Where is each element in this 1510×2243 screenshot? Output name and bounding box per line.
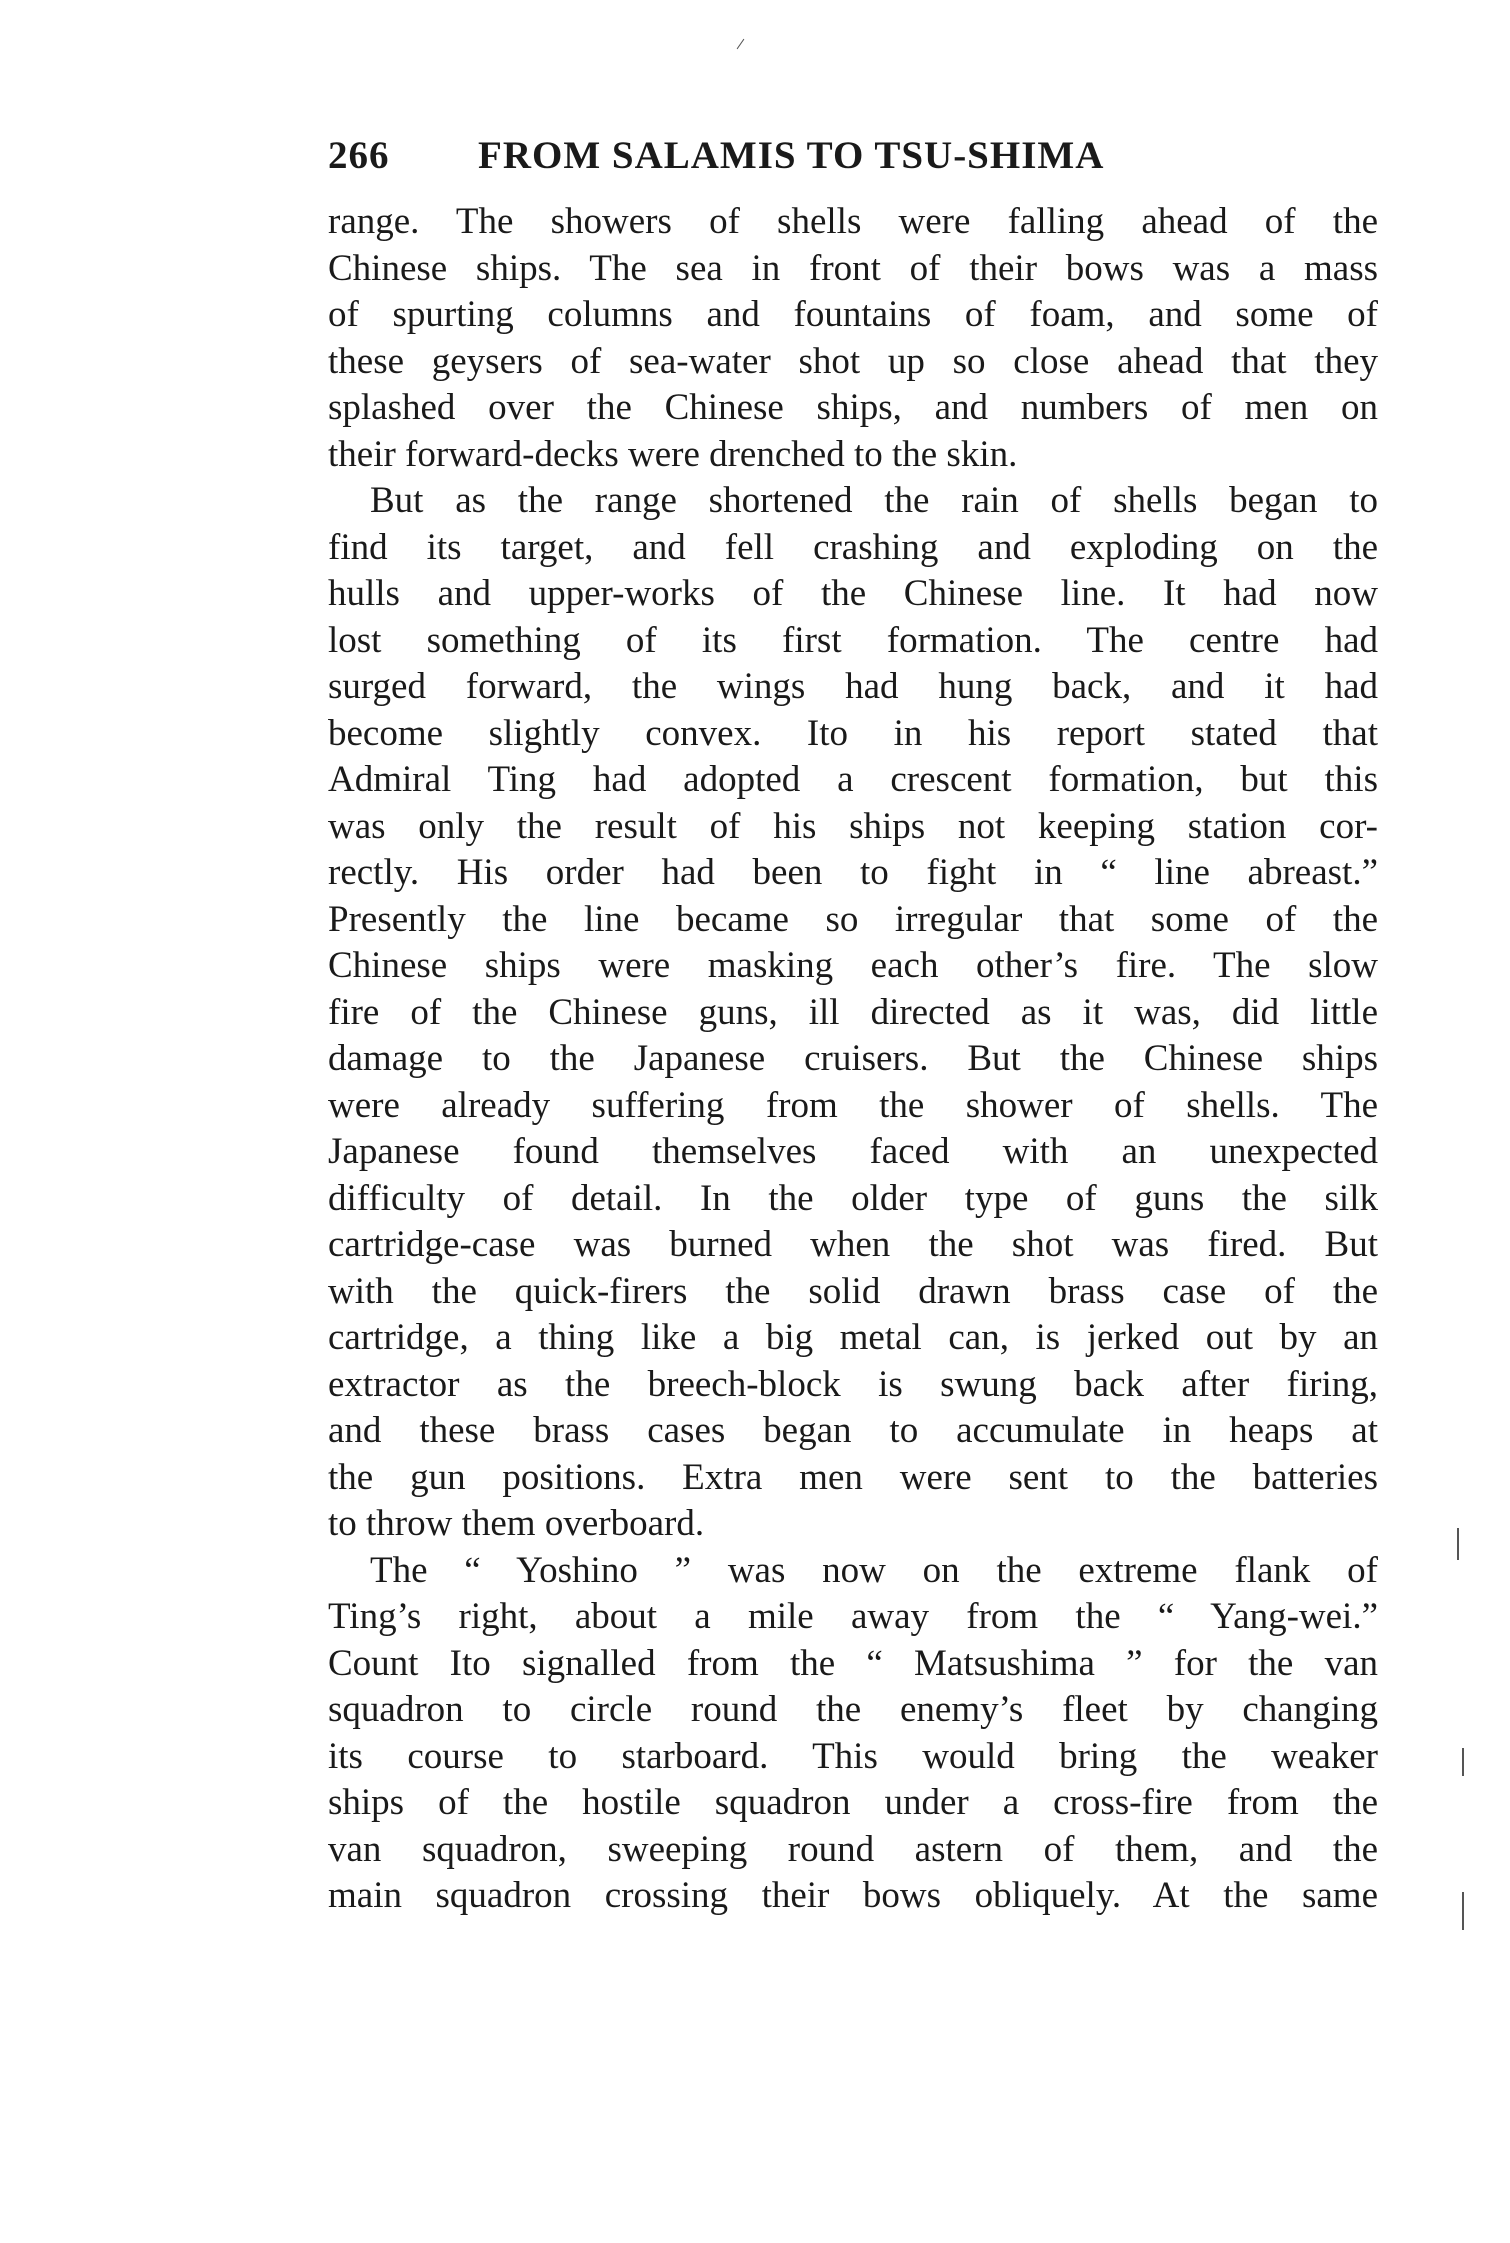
text-line: of spurting columns and fountains of foam, and some of bbox=[328, 294, 1378, 335]
page-number: 266 bbox=[328, 134, 390, 177]
paragraph bbox=[328, 478, 1378, 1548]
text-line: become slightly convex. Ito in his report stated that bbox=[328, 712, 1378, 754]
text-line: its course to starboard. This would bring the weaker bbox=[328, 1735, 1378, 1777]
text-line: their forward-decks were drenched to the skin. bbox=[328, 433, 1018, 475]
text-line: lost something of its first formation. The centre had bbox=[328, 619, 1378, 661]
text-line: difficulty of detail. In the older type of guns the silk bbox=[328, 1177, 1378, 1219]
text-line: rectly. His order had been to fight in “ line abreast.” bbox=[328, 852, 1378, 893]
text-line: surged forward, the wings had hung back, and it had bbox=[328, 666, 1378, 707]
text-line: Presently the line became so irregular that some of the bbox=[328, 898, 1378, 940]
scan-mark bbox=[1462, 1892, 1464, 1930]
text-line: Ting’s right, about a mile away from the “ Yang-wei.” bbox=[328, 1596, 1378, 1637]
body-text bbox=[328, 199, 1378, 1920]
text-line: damage to the Japanese cruisers. But the Chinese ships bbox=[328, 1038, 1378, 1079]
text-line: squadron to circle round the enemy’s fleet by changing bbox=[328, 1689, 1378, 1730]
text-line: were already suffering from the shower of shells. The bbox=[328, 1084, 1378, 1126]
text-line: range. The showers of shells were falling ahead of the bbox=[328, 201, 1378, 242]
text-line: find its target, and fell crashing and exploding on the bbox=[328, 526, 1378, 568]
text-line: and these brass cases began to accumulate in heaps at bbox=[328, 1410, 1378, 1451]
text-line: fire of the Chinese guns, ill directed as it was, did little bbox=[328, 991, 1378, 1033]
text-line: The “ Yoshino ” was now on the extreme flank of bbox=[370, 1549, 1378, 1591]
text-line: main squadron crossing their bows obliquely. At the same bbox=[328, 1875, 1378, 1916]
paragraph bbox=[328, 1548, 1378, 1920]
text-line: the gun positions. Extra men were sent to the batteries bbox=[328, 1456, 1378, 1498]
text-line: Chinese ships were masking each other’s fire. The slow bbox=[328, 945, 1378, 986]
text-line: was only the result of his ships not keeping station cor- bbox=[328, 805, 1378, 847]
text-line: cartridge, a thing like a big metal can, is jerked out by an bbox=[328, 1317, 1378, 1358]
scan-mark bbox=[737, 39, 745, 49]
text-line: to throw them overboard. bbox=[328, 1503, 705, 1544]
text-line: with the quick-firers the solid drawn brass case of the bbox=[328, 1270, 1378, 1312]
text-line: Count Ito signalled from the “ Matsushima ” for the van bbox=[328, 1642, 1378, 1684]
text-line: hulls and upper-works of the Chinese line. It had now bbox=[328, 573, 1378, 614]
text-line: cartridge-case was burned when the shot was fired. But bbox=[328, 1224, 1378, 1265]
text-line: Admiral Ting had adopted a crescent formation, but this bbox=[328, 759, 1378, 800]
text-line: van squadron, sweeping round astern of them, and the bbox=[328, 1828, 1378, 1870]
text-line: splashed over the Chinese ships, and numbers of men on bbox=[328, 387, 1378, 428]
text-line: Chinese ships. The sea in front of their bows was a mass bbox=[328, 247, 1378, 289]
scan-mark bbox=[1457, 1528, 1459, 1560]
paragraph bbox=[328, 199, 1378, 478]
text-line: extractor as the breech-block is swung back after firing, bbox=[328, 1363, 1378, 1405]
running-title: FROM SALAMIS TO TSU-SHIMA bbox=[478, 134, 1105, 177]
text-line: Japanese found themselves faced with an unexpected bbox=[328, 1131, 1378, 1172]
page-header bbox=[328, 128, 1228, 184]
text-line: But as the range shortened the rain of shells began to bbox=[370, 480, 1378, 521]
text-line: ships of the hostile squadron under a cross-fire from the bbox=[328, 1782, 1378, 1823]
text-line: these geysers of sea-water shot up so close ahead that they bbox=[328, 340, 1378, 382]
scan-mark bbox=[1462, 1748, 1464, 1776]
